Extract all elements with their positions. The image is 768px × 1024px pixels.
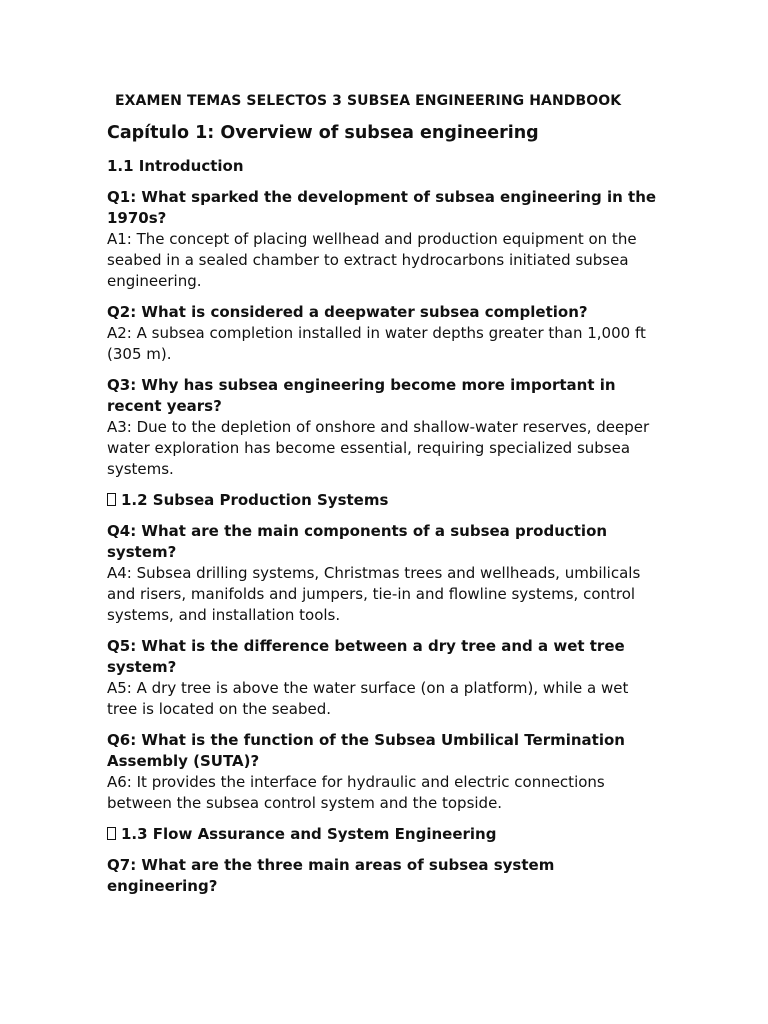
missing-glyph-icon: [107, 493, 116, 506]
missing-glyph-icon: [107, 827, 116, 840]
section-title: [107, 824, 663, 845]
question-text: Q2: What is considered a deepwater subsea completion?: [107, 303, 588, 321]
document-body: [107, 156, 663, 907]
section-subsea-production-systems: [107, 490, 663, 814]
question-text: Q7: What are the three main areas of subsea system engineering?: [107, 856, 555, 895]
qa-item: [107, 521, 663, 626]
qa-item: [107, 375, 663, 480]
answer-text: A5: A dry tree is above the water surface (on a platform), while a wet tree is located on the seabed.: [107, 679, 629, 718]
answer-text: A6: It provides the interface for hydraulic and electric connections between the subsea control system and the topside.: [107, 773, 605, 812]
section-title: [107, 156, 663, 177]
question-text: Q1: What sparked the development of subsea engineering in the 1970s?: [107, 188, 657, 227]
section-title: [107, 490, 663, 511]
qa-item: [107, 302, 663, 365]
answer-text: A2: A subsea completion installed in water depths greater than 1,000 ft (305 m).: [107, 324, 646, 363]
answer-text: A1: The concept of placing wellhead and production equipment on the seabed in a sealed chamber to extract hydrocarbons initiated subsea engineering.: [107, 230, 637, 290]
qa-item: [107, 855, 663, 897]
question-text: Q4: What are the main components of a subsea production system?: [107, 522, 608, 561]
answer-text: A4: Subsea drilling systems, Christmas trees and wellheads, umbilicals and risers, manifolds and jumpers, tie-in and flowline systems, control systems, and installation tools.: [107, 564, 641, 624]
section-flow-assurance: [107, 824, 663, 897]
section-title-text: 1.3 Flow Assurance and System Engineering: [121, 825, 497, 843]
section-title-text: 1.1 Introduction: [107, 157, 244, 175]
answer-text: A3: Due to the depletion of onshore and shallow-water reserves, deeper water exploration has become essential, requiring specialized subsea systems.: [107, 418, 650, 478]
section-introduction: [107, 156, 663, 480]
question-text: Q3: Why has subsea engineering become more important in recent years?: [107, 376, 616, 415]
qa-item: [107, 730, 663, 814]
qa-item: [107, 187, 663, 292]
section-title-text: 1.2 Subsea Production Systems: [121, 491, 389, 509]
question-text: Q5: What is the difference between a dry tree and a wet tree system?: [107, 637, 625, 676]
document-title: EXAMEN TEMAS SELECTOS 3 SUBSEA ENGINEERING HANDBOOK: [115, 93, 622, 109]
chapter-title: Capítulo 1: Overview of subsea engineering: [107, 123, 539, 143]
question-text: Q6: What is the function of the Subsea Umbilical Termination Assembly (SUTA)?: [107, 731, 625, 770]
qa-item: [107, 636, 663, 720]
